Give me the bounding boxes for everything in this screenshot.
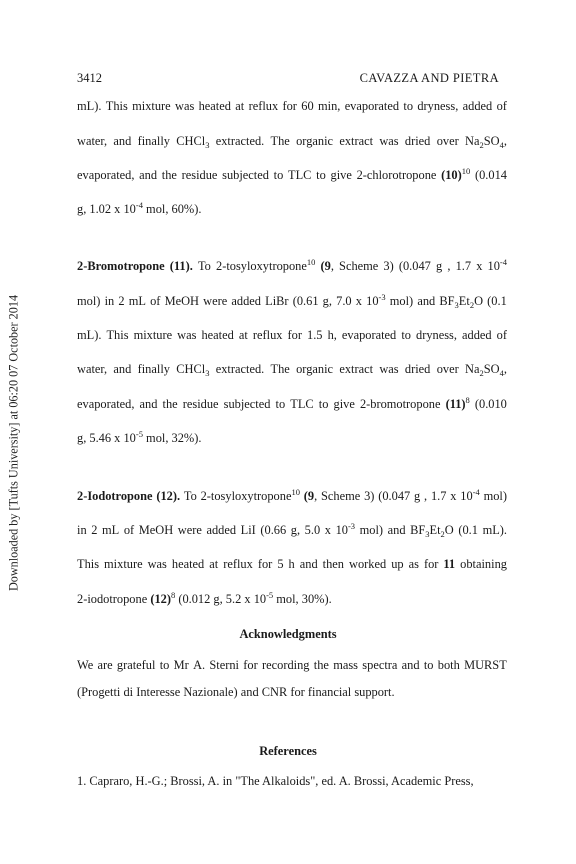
text-line: mol) in 2 mL of MeOH were added LiBr (0.61 g, 7.0 x $10^{-3}$ mol) and $BF_3Et_2O$ (0.1 — [77, 292, 507, 310]
text-line: water, and finally CHCl$_3$ extracted. The organic extract was dried over $Na_2SO_4$, — [77, 362, 507, 378]
download-watermark: Downloaded by [Tufts University] at 06:20 07 October 2014 — [6, 294, 21, 592]
text-line: g, 5.46 x $10^{-5}$ mol, 32%). — [77, 429, 202, 445]
acknowledgments-line: (Progetti di Interesse Nazionale) and CNR for financial support. — [77, 685, 395, 699]
text-line: mL). This mixture was heated at reflux for 60 min, evaporated to dryness, added of — [77, 99, 507, 113]
text-line: 2-iodotropone $(12)^8$ (0.012 g, 5.2 x $10^{-5}$ mol, 30%). — [77, 590, 332, 606]
reference-item: 1. Capraro, H.-G.; Brossi, A. in "The Alkaloids", ed. A. Brossi, Academic Press, — [77, 774, 474, 788]
text-line: in 2 mL of MeOH were added LiI (0.66 g, 5.0 x $10^{-3}$ mol) and $BF_3Et_2O$ (0.1 mL). — [77, 521, 507, 539]
page-number: 3412 — [77, 71, 102, 85]
text-line: water, and finally CHCl$_3$ extracted. The organic extract was dried over $Na_2SO_4$, — [77, 134, 507, 150]
text-line: evaporated, and the residue subjected to TLC to give 2-bromotropone $(11)^8$ (0.010 — [77, 395, 507, 411]
text-line: This mixture was heated at reflux for 5 h and then worked up as for 11 obtaining — [77, 557, 507, 571]
page-header — [77, 71, 499, 86]
text-line: 2-Bromotropone (11). To 2-tosyloxytropone$^{10}$ (9, Scheme 3) (0.047 g , 1.7 x $10^{-4}$ — [77, 257, 507, 273]
running-title: CAVAZZA AND PIETRA — [359, 71, 499, 85]
text-line: g, 1.02 x $10^{-4}$ mol, 60%). — [77, 200, 202, 216]
text-line: evaporated, and the residue subjected to TLC to give 2-chlorotropone $(10)^{10}$ (0.014 — [77, 166, 507, 182]
text-line: 2-Iodotropone (12). To 2-tosyloxytropone$^{10}$ (9, Scheme 3) (0.047 g , 1.7 x $10^{-4}$ mol) — [77, 487, 507, 503]
acknowledgments-heading: Acknowledgments — [239, 627, 337, 641]
text-line: mL). This mixture was heated at reflux for 1.5 h, evaporated to dryness, added of — [77, 328, 507, 342]
references-heading: References — [259, 744, 317, 758]
acknowledgments-line: We are grateful to Mr A. Sterni for recording the mass spectra and to both MURST — [77, 658, 507, 672]
